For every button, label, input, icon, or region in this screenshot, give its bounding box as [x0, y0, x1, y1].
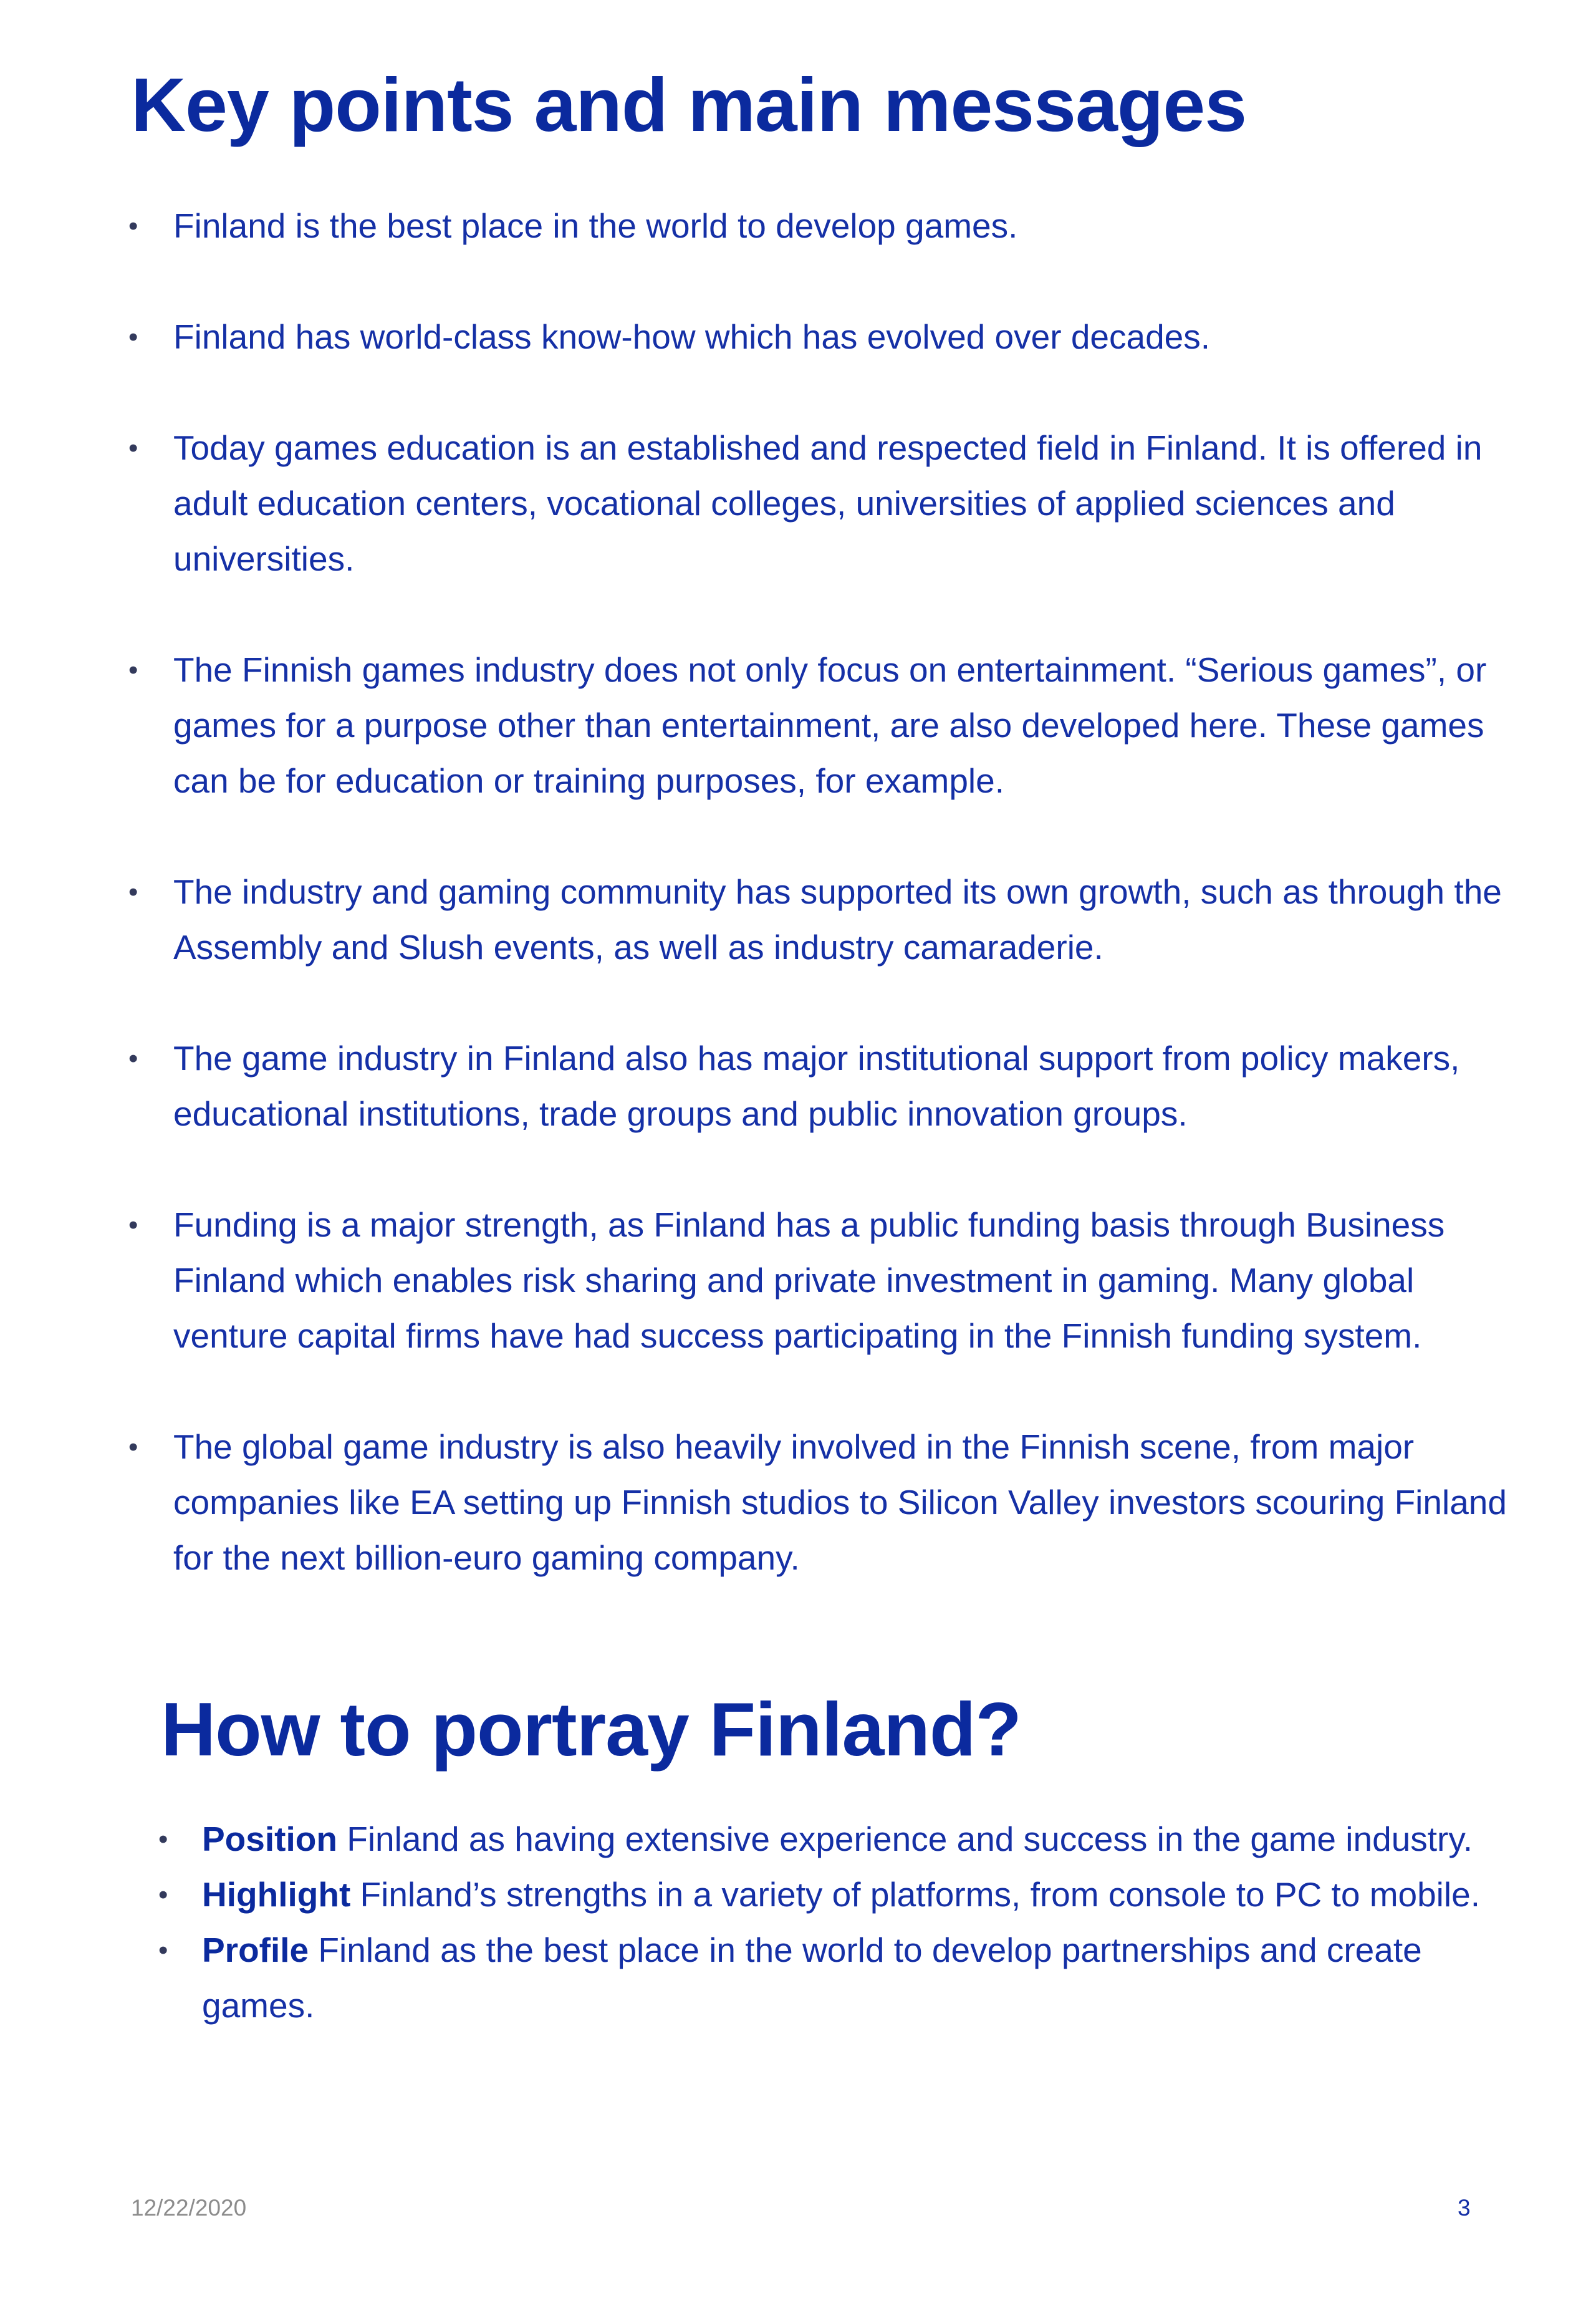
- list-item-text: Finland as having extensive experience and success in the game industry.: [337, 1820, 1473, 1858]
- list-item-keyword: Highlight: [202, 1875, 351, 1914]
- list-item: [125, 1197, 1534, 1364]
- list-item-text: The Finnish games industry does not only focus on entertainment. “Serious games”, or games for a purpose other than entertainment, are also developed here. These games can be for education or training purposes, for example.: [173, 650, 1487, 800]
- list-item-keyword: Profile: [202, 1931, 309, 1969]
- list-item-text: Finland has world-class know-how which has evolved over decades.: [173, 317, 1211, 356]
- list-item-text: Finland is the best place in the world to develop games.: [173, 206, 1018, 245]
- list-item-text: Finland’s strengths in a variety of platforms, from console to PC to mobile.: [350, 1875, 1480, 1914]
- list-item-text: Today games education is an established and respected field in Finland. It is offered in adult education centers, vocational colleges, universities of applied sciences and universities.: [173, 428, 1483, 578]
- list-item: [125, 309, 1534, 365]
- list-item-text: The global game industry is also heavily involved in the Finnish scene, from major companies like EA setting up Finnish studios to Silicon Valley investors scouring Finland for the next billion-euro gaming company.: [173, 1427, 1507, 1577]
- list-item: [125, 642, 1534, 809]
- list-item: [125, 420, 1534, 587]
- bullet-icon: •: [128, 1210, 138, 1240]
- list-item-text: The game industry in Finland also has major institutional support from policy makers, educational institutions, trade groups and public innovation groups.: [173, 1039, 1460, 1133]
- list-item-text: The industry and gaming community has supported its own growth, such as through the Assembly and Slush events, as well as industry camaraderie.: [173, 872, 1502, 967]
- portray-list: [156, 1812, 1502, 2033]
- key-points-list: [125, 198, 1534, 1641]
- page-title: Key points and main messages: [131, 62, 1247, 147]
- bullet-icon: •: [128, 1432, 138, 1462]
- page-number: 3: [1458, 2195, 1471, 2221]
- bullet-icon: •: [128, 877, 138, 907]
- bullet-icon: •: [128, 1043, 138, 1074]
- list-item: [156, 1867, 1502, 1922]
- list-item: [156, 1922, 1502, 2033]
- bullet-icon: •: [158, 1935, 168, 1966]
- list-item: [125, 198, 1534, 254]
- bullet-icon: •: [128, 655, 138, 685]
- footer-date: 12/22/2020: [131, 2195, 247, 2221]
- bullet-icon: •: [128, 322, 138, 352]
- list-item: [125, 1419, 1534, 1586]
- section-title: How to portray Finland?: [161, 1687, 1021, 1772]
- list-item-keyword: Position: [202, 1820, 337, 1858]
- list-item: [125, 1031, 1534, 1142]
- bullet-icon: •: [158, 1824, 168, 1855]
- list-item: [125, 864, 1534, 975]
- list-item-text: Funding is a major strength, as Finland has a public funding basis through Business Finland which enables risk sharing and private investment in gaming. Many global venture capital firms have had success participating in the Finnish funding system.: [173, 1205, 1445, 1355]
- list-item-text: Finland as the best place in the world to develop partnerships and create games.: [202, 1931, 1422, 2025]
- bullet-icon: •: [158, 1879, 168, 1910]
- list-item: [156, 1812, 1502, 1867]
- bullet-icon: •: [128, 433, 138, 463]
- bullet-icon: •: [128, 211, 138, 241]
